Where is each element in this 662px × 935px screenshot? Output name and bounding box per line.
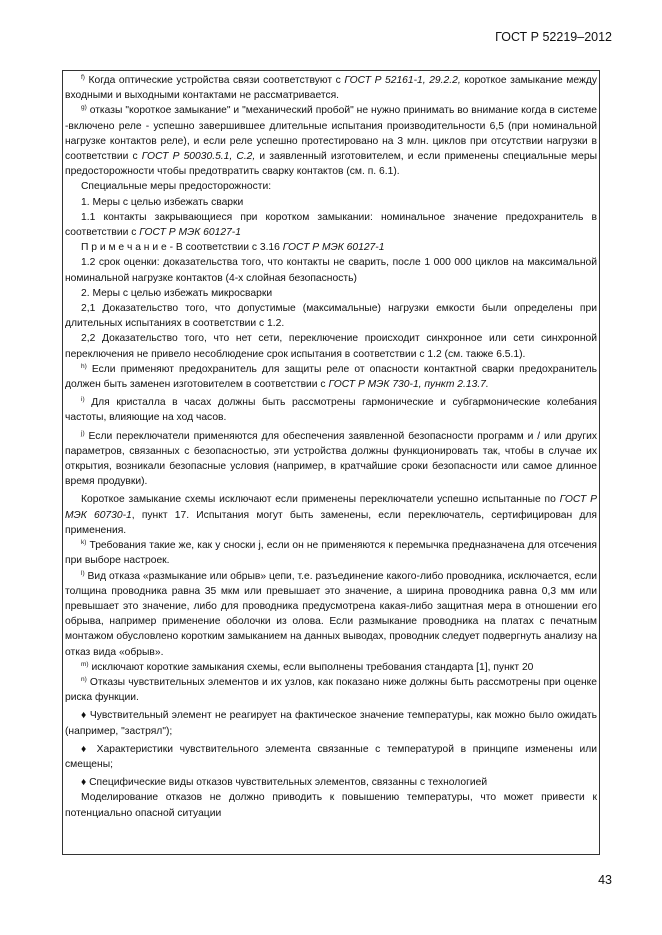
measure-1: 1. Меры с целью избежать сварки bbox=[81, 196, 244, 208]
measure-2-2: 2,2 Доказательство того, что нет сети, переключение происходит синхронное или сети синхронной переключения не привело несоблюдение срок испытания в соответствии с 1.2 (см. также 6.5.1). bbox=[65, 333, 597, 360]
footnote-f: $^{f)}$ Когда оптические устройства связи соответствуют с ГОСТ Р 52161-1, 29.2.2, короткое замыкание между входными и выходными контактами не рассматривается. bbox=[65, 74, 597, 102]
measure-1-1: 1.1 контакты закрывающиеся при коротком замыкании: номинальное значение предохранитель в соответствии с ГОСТ Р МЭК 60127-1 bbox=[65, 211, 597, 239]
special-measures-heading: Специальные меры предосторожности: bbox=[81, 181, 272, 193]
footnote-mark: k) bbox=[81, 539, 87, 547]
bullet-shifted: ♦ Характеристики чувствительного элемента связанные с температурой в принципе изменены или смещены; bbox=[65, 743, 597, 770]
note: П р и м е ч а н и е - В соответствии с 3.16 ГОСТ Р МЭК 60127-1 bbox=[81, 242, 385, 254]
footnote-g: $^{g)}$ отказы "короткое замыкание" и "механический пробой" не нужно принимать во внимание когда в системе -включено реле - успешно завершившее длительные испытания производительности 6,5 (при номинальной нагрузке контактов реле), и если реле успешно протестировано на 3 млн. циклов при отсутствии нагрузки в соответствии с ГОСТ Р 50030.5.1, С.2, и заявленный изготовителем, и если применены специальные меры предосторожности чтобы предотвратить сварку контактов (см. п. 6.1). bbox=[65, 104, 597, 178]
page-number: 43 bbox=[598, 873, 612, 887]
footnote-mark: m) bbox=[81, 660, 89, 668]
footnote-mark: h) bbox=[81, 362, 87, 370]
footnote-n: $^{n)}$ Отказы чувствительных элементов и их узлов, как показано ниже должны быть рассмотрены при оценке риска функции. bbox=[65, 675, 597, 704]
footnote-mark: n) bbox=[81, 675, 87, 683]
bullet-technology: ♦ Специфические виды отказов чувствительных элементов, связанны с технологией bbox=[81, 777, 488, 789]
content-frame bbox=[62, 70, 600, 855]
measure-2: 2. Меры с целью избежать микросварки bbox=[81, 287, 273, 299]
footnote-mark: j) bbox=[81, 429, 85, 437]
footnote-mark: l) bbox=[81, 569, 85, 577]
footnote-j: $^{j)}$ Если переключатели применяются для обеспечения заявленной безопасности программ и / или других параметров, связанных с безопасностью, эти устройства должны функционировать так, чтобы в случае их открытия, возникали безопасные условия (например, в кратчайшие сроки безопасности или самое длинное время продувки). bbox=[65, 429, 597, 488]
footnote-mark: f) bbox=[81, 74, 85, 81]
conclusion: Моделирование отказов не должно приводить к повышению температуры, что может привести к потенциально опасной ситуации bbox=[65, 792, 597, 819]
footnote-k: $^{k)}$ Требования такие же, как у сноски j, если он не применяются к перемычка предназначена для отсечения при выборе настроек. bbox=[65, 539, 597, 567]
footnote-i: $^{i)}$ Для кристалла в часах должны быть рассмотрены гармонические и субгармонические колебания частоты, влияющие на ход часов. bbox=[65, 396, 597, 424]
measure-1-2: 1.2 срок оценки: доказательства того, что контакты не сварить, после 1 000 000 циклов на максимальной номинальной нагрузке контактов (4-х слойная безопасность) bbox=[65, 257, 597, 284]
short-circuit-paragraph: Короткое замыкание схемы исключают если применены переключатели успешно испытанные по ГОСТ Р МЭК 60730-1, пункт 17. Испытания могут быть заменены, если переключатель, сертифицирован для применения. bbox=[65, 494, 597, 536]
footnote-m: $^{m)}$ исключают короткие замыкания схемы, если выполнены требования стандарта [1], пункт 20 bbox=[81, 660, 534, 673]
footnote-h: $^{h)}$ Если применяют предохранитель для защиты реле от опасности контактной сварки предохранитель должен быть заменен изготовителем в соответствии с ГОСТ Р МЭК 730-1, пункт 2.13.7. bbox=[65, 362, 597, 391]
bullet-stuck: ♦ Чувствительный элемент не реагирует на фактическое значение температуры, как можно было ожидать (например, "застрял"); bbox=[65, 710, 597, 737]
footnote-mark: g) bbox=[81, 104, 87, 112]
document-id: ГОСТ Р 52219–2012 bbox=[495, 30, 612, 44]
footnote-l: $^{l)}$ Вид отказа «размыкание или обрыв» цепи, т.е. разъединение какого-либо проводника, исключается, если толщина проводника равна 35 мкм или превышает это значение, а ширина проводника равна 0,3 мм или превышает это значение, либо для проводника предусмотрена какая-либо защитная мера в отношении его обрыва, например применение оболочки из олова. Если размыкание проводника на платах с печатным монтажом обусловлено коротким замыканием на данных выводах, проводник следует подвергнуть анализу на отказ вида «обрыв». bbox=[65, 569, 597, 658]
footnote-mark: i) bbox=[81, 396, 85, 404]
measure-2-1: 2,1 Доказательство того, что допустимые (максимальные) нагрузки емкости были определены при длительных испытаниях в соответствии с 1.2. bbox=[65, 303, 597, 330]
